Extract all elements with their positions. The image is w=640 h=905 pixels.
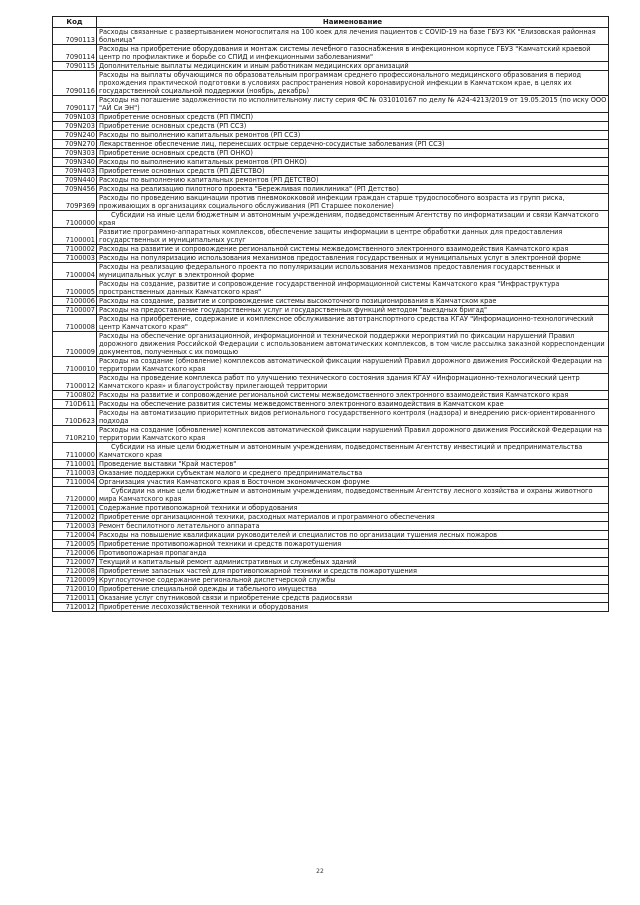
table-row xyxy=(53,245,609,254)
row-name: Расходы на создание (обновление) комплексов автоматической фиксации нарушений Правил дорожного движения Российской Федерации на территории Камчатского края xyxy=(97,426,609,443)
row-name: Расходы по выполнению капитальных ремонтов (РП ОНКО) xyxy=(97,158,609,167)
row-code: 7120005 xyxy=(53,540,97,549)
row-code: 7100000 xyxy=(53,211,97,228)
row-code: 7100005 xyxy=(53,280,97,297)
table-row xyxy=(53,45,609,62)
row-name: Ремонт беспилотного летательного аппарата xyxy=(97,522,609,531)
table-row xyxy=(53,478,609,487)
table-row xyxy=(53,263,609,280)
row-code: 7120010 xyxy=(53,585,97,594)
row-code: 710R210 xyxy=(53,426,97,443)
table-row xyxy=(53,567,609,576)
row-code: 709P369 xyxy=(53,194,97,211)
row-code: 709N403 xyxy=(53,167,97,176)
row-name: Расходы на создание (обновление) комплексов автоматической фиксации нарушений Правил дорожного движения Российской Федерации на территории Камчатского края xyxy=(97,357,609,374)
row-code: 709N240 xyxy=(53,131,97,140)
table-row xyxy=(53,460,609,469)
row-name: Расходы связанные с развертыванием моногоспиталя на 100 коек для лечения пациентов с COVID-19 на базе ГБУЗ КК "Елизовская районная больница" xyxy=(97,28,609,45)
row-code: 709N203 xyxy=(53,122,97,131)
row-name: Расходы на создание, развитие и сопровождение системы высокоточного позиционирования в Камчатском крае xyxy=(97,297,609,306)
row-code: 709N103 xyxy=(53,113,97,122)
table-row xyxy=(53,487,609,504)
row-code: 7100004 xyxy=(53,263,97,280)
table-row xyxy=(53,531,609,540)
row-name: Оказание поддержки субъектам малого и среднего предпринимательства xyxy=(97,469,609,478)
table-row xyxy=(53,426,609,443)
row-code: 7090114 xyxy=(53,45,97,62)
table-row xyxy=(53,96,609,113)
row-name: Приобретение организационной техники, расходных материалов и программного обеспечения xyxy=(97,513,609,522)
header-code: Код xyxy=(53,17,97,28)
row-code: 7100002 xyxy=(53,245,97,254)
table-row xyxy=(53,594,609,603)
row-code: 7100009 xyxy=(53,332,97,357)
row-name: Расходы по выполнению капитальных ремонтов (РП ССЗ) xyxy=(97,131,609,140)
table-row xyxy=(53,513,609,522)
row-code: 7090117 xyxy=(53,96,97,113)
row-code: 7120012 xyxy=(53,603,97,612)
row-code: 709N440 xyxy=(53,176,97,185)
table-row xyxy=(53,228,609,245)
row-code: 7120008 xyxy=(53,567,97,576)
table-row xyxy=(53,62,609,71)
row-name: Приобретение противопожарной техники и средств пожаротушения xyxy=(97,540,609,549)
table-row xyxy=(53,113,609,122)
table-row xyxy=(53,576,609,585)
table-row xyxy=(53,391,609,400)
table-row xyxy=(53,176,609,185)
row-code: 7090113 xyxy=(53,28,97,45)
row-code: 7110003 xyxy=(53,469,97,478)
row-name: Приобретение основных средств (РП ОНКО) xyxy=(97,149,609,158)
row-name: Круглосуточное содержание региональной диспетчерской службы xyxy=(97,576,609,585)
row-code: 7120002 xyxy=(53,513,97,522)
row-name: Расходы на приобретение оборудования и монтаж системы лечебного газоснабжения в инфекционном корпусе ГБУЗ "Камчатский краевой центр по профилактике и борьбе со СПИД и инфекционными заболеваниями" xyxy=(97,45,609,62)
row-name: Субсидии на иные цели бюджетным и автономным учреждениям, подведомственным Агентству инвестиций и предпринимательства Камчатского края xyxy=(97,443,609,460)
row-name: Приобретение основных средств (РП ДЕТСТВО) xyxy=(97,167,609,176)
row-code: 7120011 xyxy=(53,594,97,603)
row-code: 7100008 xyxy=(53,315,97,332)
row-name: Расходы на обеспечение развития системы межведомственного электронного взаимодействия в Камчатском крае xyxy=(97,400,609,409)
table-row xyxy=(53,315,609,332)
table-row xyxy=(53,211,609,228)
row-code: 709N340 xyxy=(53,158,97,167)
row-code: 709N270 xyxy=(53,140,97,149)
row-name: Расходы на реализацию федерального проекта по популяризации использования механизмов предоставления государственных и муниципальных услуг в электронной форме xyxy=(97,263,609,280)
table-row xyxy=(53,297,609,306)
row-name: Расходы на развитие и сопровождение региональной системы межведомственного электронного взаимодействия Камчатского края xyxy=(97,391,609,400)
table-row xyxy=(53,28,609,45)
row-code: 7100006 xyxy=(53,297,97,306)
row-code: 7100010 xyxy=(53,357,97,374)
row-code: 7120004 xyxy=(53,531,97,540)
row-name: Расходы на приобретение, содержание и комплексное обслуживание автотранспортного средства КГАУ "Информационно-технологический центр Камчатского края" xyxy=(97,315,609,332)
row-code: 7090116 xyxy=(53,71,97,96)
row-code: 7120003 xyxy=(53,522,97,531)
header-name: Наименование xyxy=(97,17,609,28)
row-name: Текущий и капитальный ремонт административных и служебных зданий xyxy=(97,558,609,567)
row-code: 7110000 xyxy=(53,443,97,460)
table-body xyxy=(53,28,609,612)
table-row xyxy=(53,149,609,158)
row-name: Приобретение специальной одежды и табельного имущества xyxy=(97,585,609,594)
table-row xyxy=(53,158,609,167)
page-number: 22 xyxy=(316,868,324,875)
table-row xyxy=(53,357,609,374)
row-code: 7100001 xyxy=(53,228,97,245)
table-row xyxy=(53,122,609,131)
table-row xyxy=(53,400,609,409)
row-code: 7120007 xyxy=(53,558,97,567)
row-name: Расходы на создание, развитие и сопровождение государственной информационной системы Камчатского края "Инфраструктура пространственных данных Камчатского края" xyxy=(97,280,609,297)
row-code: 7110001 xyxy=(53,460,97,469)
table-row xyxy=(53,585,609,594)
table-header-row xyxy=(53,17,609,28)
row-name: Лекарственное обеспечение лиц, перенесших острые сердечно-сосудистые заболевания (РП ССЗ) xyxy=(97,140,609,149)
row-name: Расходы на популяризацию использования механизмов предоставления государственных и муниципальных услуг в электронной форме xyxy=(97,254,609,263)
table-row xyxy=(53,71,609,96)
table-row xyxy=(53,332,609,357)
row-name: Организация участия Камчатского края в Восточном экономическом форуме xyxy=(97,478,609,487)
row-code: 7100007 xyxy=(53,306,97,315)
row-name: Противопожарная пропаганда xyxy=(97,549,609,558)
row-name: Субсидии на иные цели бюджетным и автономным учреждениям, подведомственным Агентству по информатизации и связи Камчатского края xyxy=(97,211,609,228)
row-code: 7090115 xyxy=(53,62,97,71)
row-name: Расходы на погашение задолженности по исполнительному листу серия ФС № 031010167 по делу № А24-4213/2019 от 19.05.2015 (по иску ООО "АЙ Си ЭН") xyxy=(97,96,609,113)
row-code: 7120006 xyxy=(53,549,97,558)
row-name: Расходы по выполнению капитальных ремонтов (РП ДЕТСТВО) xyxy=(97,176,609,185)
table-row xyxy=(53,185,609,194)
row-code: 7120001 xyxy=(53,504,97,513)
row-name: Расходы на реализацию пилотного проекта "Бережливая поликлиника" (РП Детство) xyxy=(97,185,609,194)
row-code: 7100012 xyxy=(53,374,97,391)
table-row xyxy=(53,443,609,460)
row-name: Приобретение основных средств (РП ПМСП) xyxy=(97,113,609,122)
table-row xyxy=(53,558,609,567)
row-code: 7120000 xyxy=(53,487,97,504)
row-name: Расходы на развитие и сопровождение региональной системы межведомственного электронного взаимодействия Камчатского края xyxy=(97,245,609,254)
row-code: 7120009 xyxy=(53,576,97,585)
table-row xyxy=(53,254,609,263)
row-name: Расходы на автоматизацию приоритетных видов регионального государственного контроля (надзора) и внедрению риск-ориентированного подхода xyxy=(97,409,609,426)
row-code: 710D611 xyxy=(53,400,97,409)
row-name: Проведение выставки "Край мастеров" xyxy=(97,460,609,469)
row-name: Оказание услуг спутниковой связи и приобретение средств радиосвязи xyxy=(97,594,609,603)
document-page xyxy=(52,16,608,612)
row-code: 7100802 xyxy=(53,391,97,400)
row-name: Расходы на проведение комплекса работ по улучшению технического состояния здания КГАУ «Информационно-технологический центр Камчатского края» и благоустройству прилегающей территории xyxy=(97,374,609,391)
row-code: 7110004 xyxy=(53,478,97,487)
table-row xyxy=(53,280,609,297)
table-row xyxy=(53,131,609,140)
row-name: Приобретение основных средств (РП ССЗ) xyxy=(97,122,609,131)
row-code: 709N456 xyxy=(53,185,97,194)
row-name: Расходы на выплаты обучающимся по образовательным программам среднего профессионального медицинского образования в период прохождения практической подготовки в условиях распространения новой коронавирусной инфекции в Камчатском крае, в целях их государственной социальной поддержки (ноябрь, декабрь) xyxy=(97,71,609,96)
table-row xyxy=(53,306,609,315)
row-code: 709N303 xyxy=(53,149,97,158)
table-row xyxy=(53,374,609,391)
budget-codes-table xyxy=(52,16,609,612)
row-name: Субсидии на иные цели бюджетным и автономным учреждениям, подведомственным Агентству лесного хозяйства и охраны животного мира Камчатского края xyxy=(97,487,609,504)
table-row xyxy=(53,504,609,513)
table-row xyxy=(53,603,609,612)
table-row xyxy=(53,194,609,211)
table-row xyxy=(53,140,609,149)
row-name: Приобретение запасных частей для противопожарной техники и средств пожаротушения xyxy=(97,567,609,576)
table-row xyxy=(53,469,609,478)
row-name: Расходы по проведению вакцинации против пневмококковой инфекции граждан старше трудоспособного возраста из групп риска, проживающих в организациях социального обслуживания (РП Старшее поколение) xyxy=(97,194,609,211)
row-name: Расходы на обеспечение организационной, информационной и технической поддержки мероприятий по фиксации нарушений Правил дорожного движения Российской Федерации с использованием автоматических комплексов, в том числе рассылка заказной корреспонденции документов, полученных с их помощью xyxy=(97,332,609,357)
row-code: 7100003 xyxy=(53,254,97,263)
row-name: Дополнительные выплаты медицинским и иным работникам медицинских организаций xyxy=(97,62,609,71)
row-code: 710D623 xyxy=(53,409,97,426)
row-name: Содержание противопожарной техники и оборудования xyxy=(97,504,609,513)
table-row xyxy=(53,540,609,549)
table-row xyxy=(53,549,609,558)
row-name: Расходы на предоставление государственных услуг и государственных функций методом "выездных бригад" xyxy=(97,306,609,315)
table-row xyxy=(53,522,609,531)
row-name: Приобретение лесохозяйственной техники и оборудования xyxy=(97,603,609,612)
table-row xyxy=(53,409,609,426)
table-row xyxy=(53,167,609,176)
row-name: Развитие программно-аппаратных комплексов, обеспечение защиты информации в центре обработки данных для предоставления государственных и муниципальных услуг xyxy=(97,228,609,245)
row-name: Расходы на повышение квалификации руководителей и специалистов по организации тушения лесных пожаров xyxy=(97,531,609,540)
